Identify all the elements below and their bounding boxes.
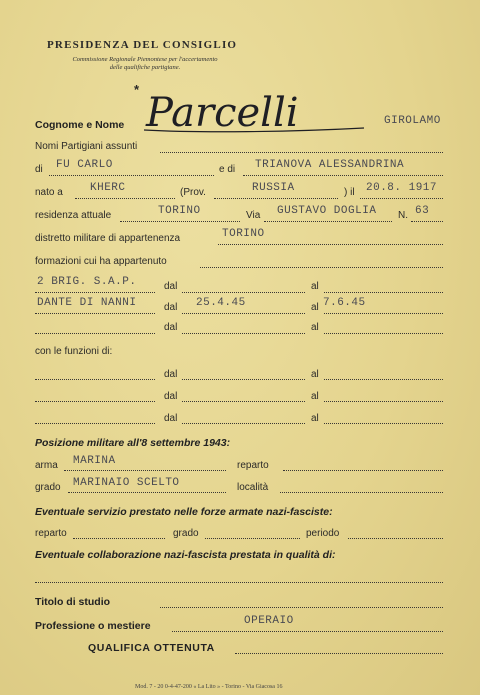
label-reparto-2: reparto: [35, 528, 67, 539]
label-di: di: [35, 164, 43, 175]
label-dal-3: dal: [164, 322, 178, 333]
commission-line-2: delle qualifiche partigiane.: [109, 64, 181, 71]
value-profession: OPERAIO: [244, 615, 294, 627]
label-grado-2: grado: [173, 528, 199, 539]
line-residence: [120, 221, 240, 222]
value-nome: GIROLAMO: [384, 115, 441, 127]
line-localita: [280, 492, 443, 493]
line-al-3: [324, 333, 443, 334]
line-nomi-partigiani: [160, 152, 443, 153]
label-via: Via: [246, 210, 261, 221]
label-nomi-partigiani: Nomi Partigiani assunti: [35, 141, 138, 152]
value-father: FU CARLO: [56, 159, 113, 171]
line-funzione-dal-2: [182, 401, 305, 402]
line-reparto-1: [283, 470, 443, 471]
label-eventuale-servizio: Eventuale servizio prestato nelle forze armate nazi-fasciste:: [35, 506, 333, 518]
line-titolo-studio: [160, 607, 443, 608]
value-grado: MARINAIO SCELTO: [73, 477, 180, 489]
label-formazioni: formazioni cui ha appartenuto: [35, 256, 167, 267]
label-grado-1: grado: [35, 482, 61, 493]
line-funzione-3: [35, 423, 155, 424]
value-birth-date: 20.8. 1917: [366, 182, 438, 194]
line-formation-1: [35, 292, 155, 293]
label-il: ) il: [344, 187, 355, 198]
label-funzione-al-3: al: [311, 413, 319, 424]
value-street-number: 63: [415, 205, 430, 217]
line-arma: [64, 470, 226, 471]
line-professione: [172, 631, 443, 632]
line-periodo: [348, 538, 443, 539]
line-grado-1: [68, 492, 226, 493]
value-province: RUSSIA: [252, 182, 295, 194]
asterisk-mark: *: [134, 82, 140, 97]
line-al-2: [324, 313, 443, 314]
value-street: GUSTAVO DOGLIA: [277, 205, 377, 217]
line-funzione-2: [35, 401, 155, 402]
label-funzione-al-1: al: [311, 369, 319, 380]
line-street-number: [411, 221, 443, 222]
line-father: [49, 175, 214, 176]
value-formation-2: DANTE DI NANNI: [37, 297, 137, 309]
label-nato-a: nato a: [35, 187, 63, 198]
line-formazioni: [200, 267, 443, 268]
label-n: N.: [398, 210, 408, 221]
label-localita: località: [237, 482, 269, 493]
label-distretto: distretto militare di appartenenza: [35, 233, 181, 244]
value-district: TORINO: [222, 228, 265, 240]
line-grado-2: [205, 538, 300, 539]
label-prov: (Prov.: [180, 187, 206, 198]
commission-line-1: Commissione Regionale Piemontese per l'accertamento: [72, 56, 218, 63]
line-dal-3: [182, 333, 305, 334]
label-al-2: al: [311, 302, 319, 313]
value-formation-1: 2 BRIG. S.A.P.: [37, 276, 137, 288]
line-funzione-1: [35, 379, 155, 380]
line-province: [214, 198, 338, 199]
line-funzione-al-3: [324, 423, 443, 424]
label-posizione-militare: Posizione militare all'8 settembre 1943:: [35, 437, 231, 449]
footer-imprint: Mod. 7 - 20 0-4-47-200 « La Lito » - Torino - Via Giacosa 16: [135, 684, 283, 690]
label-arma: arma: [35, 460, 58, 471]
header-title: PRESIDENZA DEL CONSIGLIO: [47, 39, 238, 51]
line-birthplace: [75, 198, 175, 199]
line-qualifica: [235, 653, 443, 654]
line-funzione-al-2: [324, 401, 443, 402]
label-reparto-1: reparto: [237, 460, 269, 471]
signature-surname: [140, 86, 370, 136]
line-district: [218, 244, 443, 245]
value-mother: TRIANOVA ALESSANDRINA: [255, 159, 405, 171]
label-professione: Professione o mestiere: [35, 620, 151, 632]
value-formation-2-from: 25.4.45: [196, 297, 246, 309]
line-reparto-2: [73, 538, 165, 539]
line-collaborazione: [35, 582, 443, 583]
label-qualifica: QUALIFICA OTTENUTA: [88, 642, 215, 654]
label-al-3: al: [311, 322, 319, 333]
label-funzione-dal-3: dal: [164, 413, 178, 424]
value-arma: MARINA: [73, 455, 116, 467]
label-dal-1: dal: [164, 281, 178, 292]
line-formation-3: [35, 333, 155, 334]
line-dal-1: [182, 292, 305, 293]
line-funzione-dal-3: [182, 423, 305, 424]
line-mother: [243, 175, 443, 176]
label-funzione-dal-1: dal: [164, 369, 178, 380]
label-titolo-studio: Titolo di studio: [35, 596, 111, 608]
label-funzione-al-2: al: [311, 391, 319, 402]
line-birth-date: [360, 198, 443, 199]
label-al-1: al: [311, 281, 319, 292]
svg-text:Parcelli: Parcelli: [146, 90, 299, 136]
line-dal-2: [182, 313, 305, 314]
value-residence: TORINO: [158, 205, 201, 217]
label-residenza: residenza attuale: [35, 210, 112, 221]
line-al-1: [324, 292, 443, 293]
value-formation-2-to: 7.6.45: [323, 297, 366, 309]
label-funzione-dal-2: dal: [164, 391, 178, 402]
label-funzioni: con le funzioni di:: [35, 346, 113, 357]
label-periodo: periodo: [306, 528, 340, 539]
label-collaborazione: Eventuale collaborazione nazi-fascista prestata in qualità di:: [35, 549, 336, 561]
value-birthplace: KHERC: [90, 182, 126, 194]
label-cognome-nome: Cognome e Nome: [35, 119, 125, 131]
line-street: [264, 221, 392, 222]
label-dal-2: dal: [164, 302, 178, 313]
line-formation-2: [35, 313, 155, 314]
line-funzione-al-1: [324, 379, 443, 380]
line-funzione-dal-1: [182, 379, 305, 380]
label-e-di: e di: [219, 164, 236, 175]
